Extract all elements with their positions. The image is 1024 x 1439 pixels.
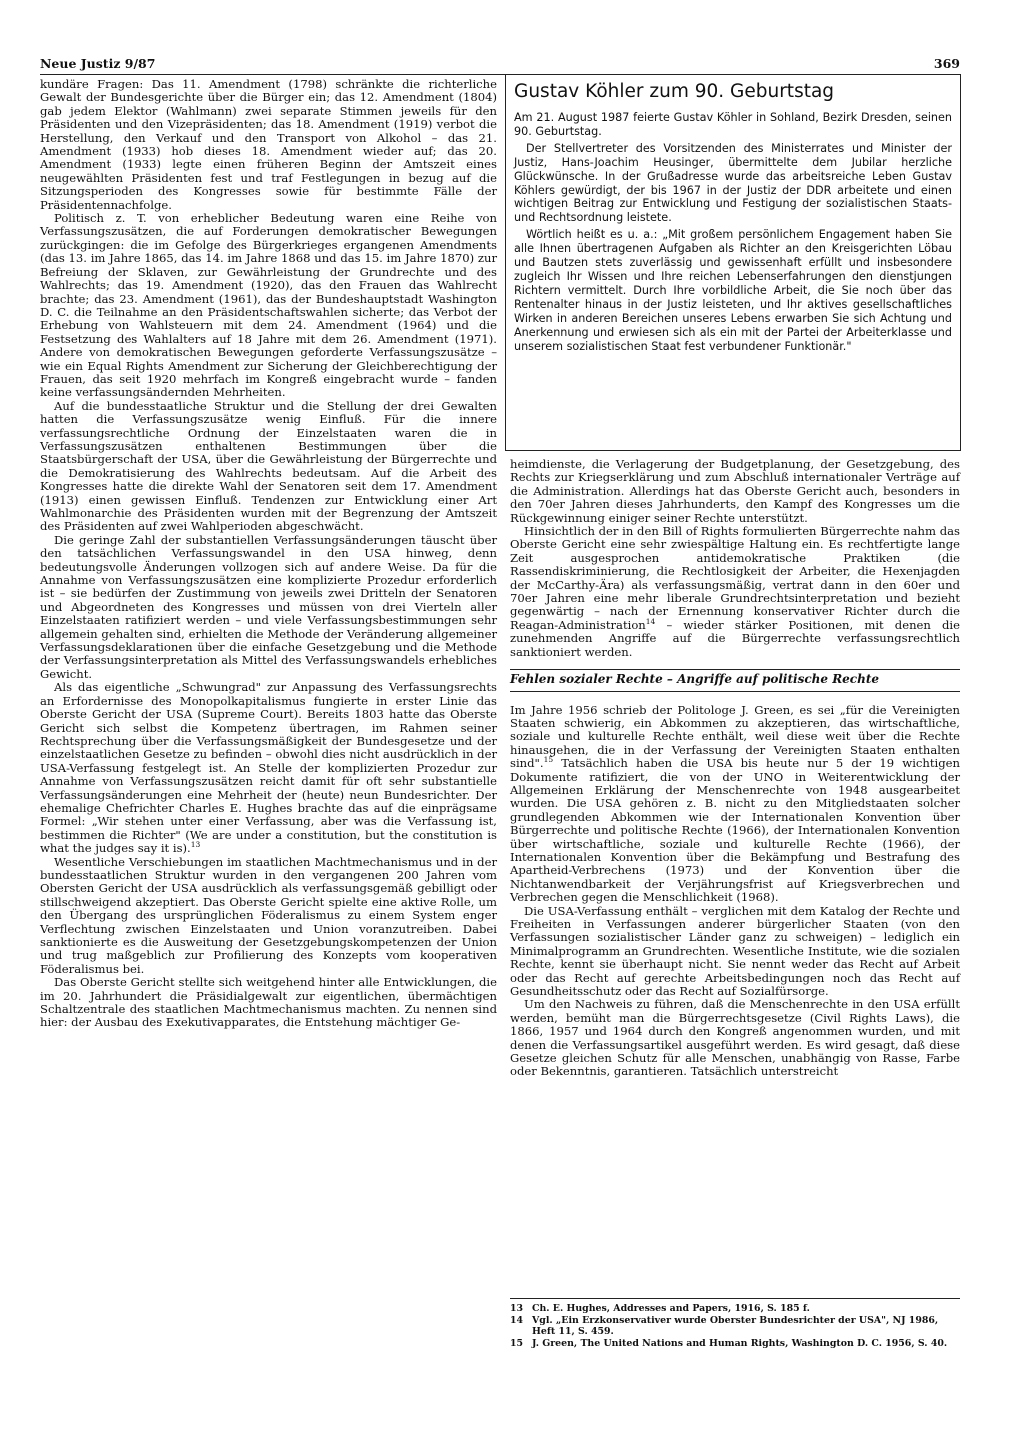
box-paragraph: Am 21. August 1987 feierte Gustav Köhler in Sohland, Bezirk Dresden, seinen 90. Geburtstag. [514,111,952,138]
paragraph: Die USA-Verfassung enthält – verglichen mit dem Katalog der Rechte und Freiheiten in Verfassungen anderer bürgerlicher Staaten (von den Verfassungen sozialistischer Länder ganz zu schweigen) – lediglich ein Minimalprogramm an Grundrechten. Wesentliche Institute, wie die sozialen Rechte, kennt sie überhaupt nicht. Sie nennt weder das Recht auf Arbeit oder das Recht auf gerechte Arbeitsbedingungen noch das Recht auf Gesundheitsschutz oder das Recht auf Sozialfürsorge. [510,903,960,999]
paragraph: Auf die bundesstaatliche Struktur und die Stellung der drei Gewalten hatten die Verfassungszusätze wenig Einfluß. Für die innere verfassungsrechtliche Ordnung der Einzelstaaten waren die in Verfassungszusätzen enthaltenen Bestimmungen über die Staatsbürgerschaft der USA, über die Gewährleistung der Bürgerrechte und die Demokratisierung des Wahlrechts bedeutsam. Auf die Arbeit des Kongresses hatte die direkte Wahl der Senatoren seit dem 17. Amendment (1913) einen gewissen Einfluß. Tendenzen zur Entwicklung einer Art Wahlmonarchie des Präsidenten wurden mit der Begrenzung der Amtszeit des Präsidenten auf zwei Wahlperioden abgeschwächt. [40,398,497,534]
footnote-text: Ch. E. Hughes, Addresses and Papers, 1916, S. 185 f. [532,1303,810,1314]
left-column [40,78,497,1030]
paragraph-text-cont: Tatsächlich haben die USA bis heute nur 5 der 19 wichtigen Dokumente ratifiziert, die von der UNO in Weiterentwicklung der Allgemeinen Erklärung der Menschenrechte von 1948 ausgearbeitet wurden. Die USA gehören z. B. nicht zu den Mitgliedstaaten solcher grundlegenden Abkommen wie der Internationalen Konvention über Bürgerrechte und politische Rechte (1966), der Internationalen Konvention über wirtschaftliche, soziale und kulturelle Rechte (1966), der Internationalen Konvention über die Bekämpfung und Bestrafung des Apartheid-Verbrechens (1973) und der Konvention über die Nichtanwendbarkeit der Verjährungsfrist auf Kriegsverbrechen und Verbrechen gegen die Menschlichkeit (1968). [510,756,960,905]
paragraph: Das Oberste Gericht stellte sich weitgehend hinter alle Entwicklungen, die im 20. Jahrhundert die Präsidialgewalt zur eigentlichen, übermächtigen Schaltzentrale des staatlichen Machtmechanismus machten. Zu nennen sind hier: der Ausbau des Exekutivapparates, die Entstehung mächtiger Ge- [40,975,497,1030]
footnote-ref-13: 13 [190,840,201,850]
paragraph: kundäre Fragen: Das 11. Amendment (1798) schränkte die richterliche Gewalt der Bundesgerichte über die Bürger ein; das 12. Amendment (1804) gab jedem Elektor (Wahlmann) zwei separate Stimmen jeweils für den Präsidenten und den Vizepräsidenten; das 18. Amendment (1919) verbot die Herstellung, den Verkauf und den Transport von Alkohol – das 21. Amendment (1933) hob dieses 18. Amendment wieder auf; das 20. Amendment (1933) legte einen früheren Beginn der Amtszeit eines neugewählten Präsidenten fest und traf Festlegungen in bezug auf die Sitzungsperioden des Kongresses sowie für bestimmte Fälle der Präsidentennachfolge. [40,77,497,212]
paragraph-text: Im Jahre 1956 schrieb der Politologe J. Green, es sei „für die Vereinigten Staaten schwierig, ein Abkommen zu akzeptieren, das wirtschaftliche, soziale und kulturelle Rechte enthält, weil diese weit über die Rechte hinausgehen, die in der Verfassung der Vereinigten Staaten enthalten sind". [510,702,960,771]
paragraph: Um den Nachweis zu führen, daß die Menschenrechte in den USA erfüllt werden, bemüht man die Bürgerrechtsgesetze (Civil Rights Laws), die 1866, 1957 und 1964 durch den Kongreß angenommen wurden, und mit denen die Verfassungsartikel ausgeführt werden. Es wird gesagt, daß diese Gesetze gleichen Schutz für alle Menschen, unabhängig von Rasse, Farbe oder Bekenntnis, garantieren. Tatsächlich unterstreicht [510,997,960,1079]
box-paragraph: Wörtlich heißt es u. a.: „Mit großem persönlichem Engagement haben Sie alle Ihnen übertragenen Aufgaben als Richter an den Kreisgerichten Löbau und Bautzen stets zuverlässig und gewissenhaft erfüllt und insbesondere zugleich Ihr Wissen und Ihre reichen Lebenserfahrungen den dienstjungen Richtern vermittelt. Durch Ihre vorbildliche Arbeit, die Sie noch über das Rentenalter hinaus in der Justiz leisteten, und Ihr aktives gesellschaftliches Wirken in anderen Bereichen unseres Lebens erwarben Sie sich Achtung und Anerkennung und erwiesen sich als ein mit der Partei der Arbeiterklasse und unserem sozialistischen Staat fest verbundener Funktionär." [514,228,952,353]
footnote-number: 13 [510,1303,524,1314]
paragraph: Die geringe Zahl der substantiellen Verfassungsänderungen täuscht über den tatsächlichen Verfassungswandel in den USA hinweg, denn bedeutungsvolle Änderungen vollzogen sich auf andere Weise. Da für die Annahme von Verfassungszusätzen eine komplizierte Prozedur erforderlich ist – sie bedürfen der Zustimmung von jeweils zwei Dritteln der Senatoren und Abgeordneten des Kongresses und müssen von drei Vierteln aller Einzelstaaten ratifiziert werden – und viele Verfassungsbestimmungen sehr allgemein gehalten sind, erhielten die Methode der Veränderung allgemeiner Verfassungsdeklarationen über die einfache Gesetzgebung und die Methode der Verfassungsinterpretation als Mittel des Verfassungswandels erhebliches Gewicht. [40,532,497,681]
paragraph [510,525,960,659]
paragraph-text: Hinsichtlich der in den Bill of Rights formulierten Bürgerrechte nahm das Oberste Gericht eine sehr zwiespältige Haltung ein. Es rechtfertigte lange Zeit ausgesprochen antidemokratische Praktiken (die Rassendiskriminierung, die Rechtlosigkeit der Arbeiter, die Hexenjagden der McCarthy-Ära) als verfassungsmäßig, vertrat dann in den 60er und 70er Jahren eine mehr liberale Grundrechtsinterpretation und bezieht gegenwärtig – nach der Ernennung konservativer Richter durch die Reagan-Administration [510,524,960,632]
birthday-notice-box [505,74,961,451]
paragraph-text-cont: – wieder stärker Positionen, mit denen die zunehmenden Angriffe auf die Bürgerrechte verfassungsrechtlich sanktioniert werden. [510,617,960,659]
footnote-number: 14 [510,1314,524,1326]
footnote-text: Vgl. „Ein Erzkonservativer wurde Oberster Bundesrichter der USA", NJ 1986, Heft 11, S. 459. [532,1314,939,1338]
paragraph [40,681,497,855]
footnote [510,1338,960,1350]
footnote-ref-15: 15 [543,755,554,765]
right-column [510,458,960,1079]
footnote-text: J. Green, The United Nations and Human Rights, Washington D. C. 1956, S. 40. [532,1337,948,1349]
box-paragraph: Der Stellvertreter des Vorsitzenden des Ministerrates und Minister der Justiz, Hans-Joachim Heusinger, übermittelte dem Jubilar herzliche Glückwünsche. In der Grußadresse wurde das arbeitsreiche Leben Gustav Köhlers gewürdigt, der bis 1967 in der Justiz der DDR arbeitete und einen wichtigen Beitrag zur Entwicklung und Festigung der sozialistischen Staats- und Rechtsordnung leistete. [514,141,952,225]
footnotes [510,1298,960,1349]
running-head [40,56,960,75]
page-number: 369 [933,56,960,71]
footnote [510,1315,960,1338]
footnote-number: 15 [510,1337,524,1349]
paragraph: Wesentliche Verschiebungen im staatlichen Machtmechanismus und in der bundesstaatlichen Struktur wurden in den vergangenen 200 Jahren vom Obersten Gericht der USA ausdrücklich als verfassungsgemäß gebilligt oder stillschweigend akzeptiert. Das Oberste Gericht spielte eine aktive Rolle, um den Übergang des ursprünglichen Föderalismus zu einem System enger Verflechtung zwischen Einzelstaaten und Union voranzutreiben. Dabei sanktionierte es die Ausweitung der Gesetzgebungskompetenzen der Union und trug maßgeblich zur Profilierung des Konzepts vom kooperativen Föderalismus bei. [40,854,497,976]
paragraph [510,704,960,905]
paragraph: heimdienste, die Verlagerung der Budgetplanung, der Gesetzgebung, des Rechts zur Kriegserklärung und zum Abschluß internationaler Verträge auf die Administration. Allerdings hat das Oberste Gericht auch, besonders in den 70er Jahren dieses Jahrhunderts, den Kampf des Kongresses um die Rückgewinnung einiger seiner Rechte unterstützt. [510,457,960,525]
box-title: Gustav Köhler zum 90. Geburtstag [514,81,835,102]
section-heading: Fehlen sozialer Rechte – Angriffe auf politische Rechte [510,669,960,691]
footnote [510,1303,960,1315]
paragraph: Politisch z. T. von erheblicher Bedeutung waren eine Reihe von Verfassungszusätzen, die auf Forderungen demokratischer Bewegungen zurückgingen: die im Gefolge des Bürgerkrieges ergangenen Amendments (das 13. im Jahre 1865, das 14. im Jahre 1868 und das 15. im Jahre 1870) zur Befreiung der Sklaven, zur Gewährleistung der Grundrechte und des Wahlrechts; das 19. Amendment (1920), das den Frauen das Wahlrecht brachte; das 23. Amendment (1961), das der Bundeshauptstadt Washington D. C. die Teilnahme an den Präsidentschaftswahlen sicherte; das Verbot der Erhebung von Wahlsteuern mit dem 24. Amendment (1964) und die Festsetzung des Wahlalters auf 18 Jahre mit dem 26. Amendment (1971). Andere von demokratischen Bewegungen geforderte Verfassungszusätze – wie ein Equal Rights Amendment zur Sicherung der Gleichberechtigung der Frauen, das seit 1920 mehrfach im Kongreß eingebracht wurde – fanden keine verfassungsändernden Mehrheiten. [40,211,497,400]
footnote-ref-14: 14 [645,617,656,627]
journal-issue-label: Neue Justiz 9/87 [40,56,156,71]
paragraph-text: Als das eigentliche „Schwungrad" zur Anpassung des Verfassungsrechts an Erfordernisse des Monopolkapitalismus fungierte in erster Linie das Oberste Gericht der USA (Supreme Court). Bereits 1803 hatte das Oberste Gericht sich selbst die Kompetenz übertragen, im Rahmen seiner Rechtsprechung über die Verfassungsmäßigkeit der Bundesgesetze und der einzelstaatlichen Gesetze zu befinden – obwohl dies nicht ausdrücklich in der USA-Verfassung festgelegt ist. An Stelle der komplizierten Prozedur zur Annahme von Verfassungszusätzen reicht damit für oft sehr substantielle Verfassungsänderungen eine Mehrheit der (heute) neun Bundesrichter. Der ehemalige Chefrichter Charles E. Hughes brachte das auf die einprägsame Formel: „Wir stehen unter einer Verfassung, aber was die Verfassung ist, bestimmen die Richter" (We are under a constitution, but the constitution is what the judges say it is). [40,680,497,856]
